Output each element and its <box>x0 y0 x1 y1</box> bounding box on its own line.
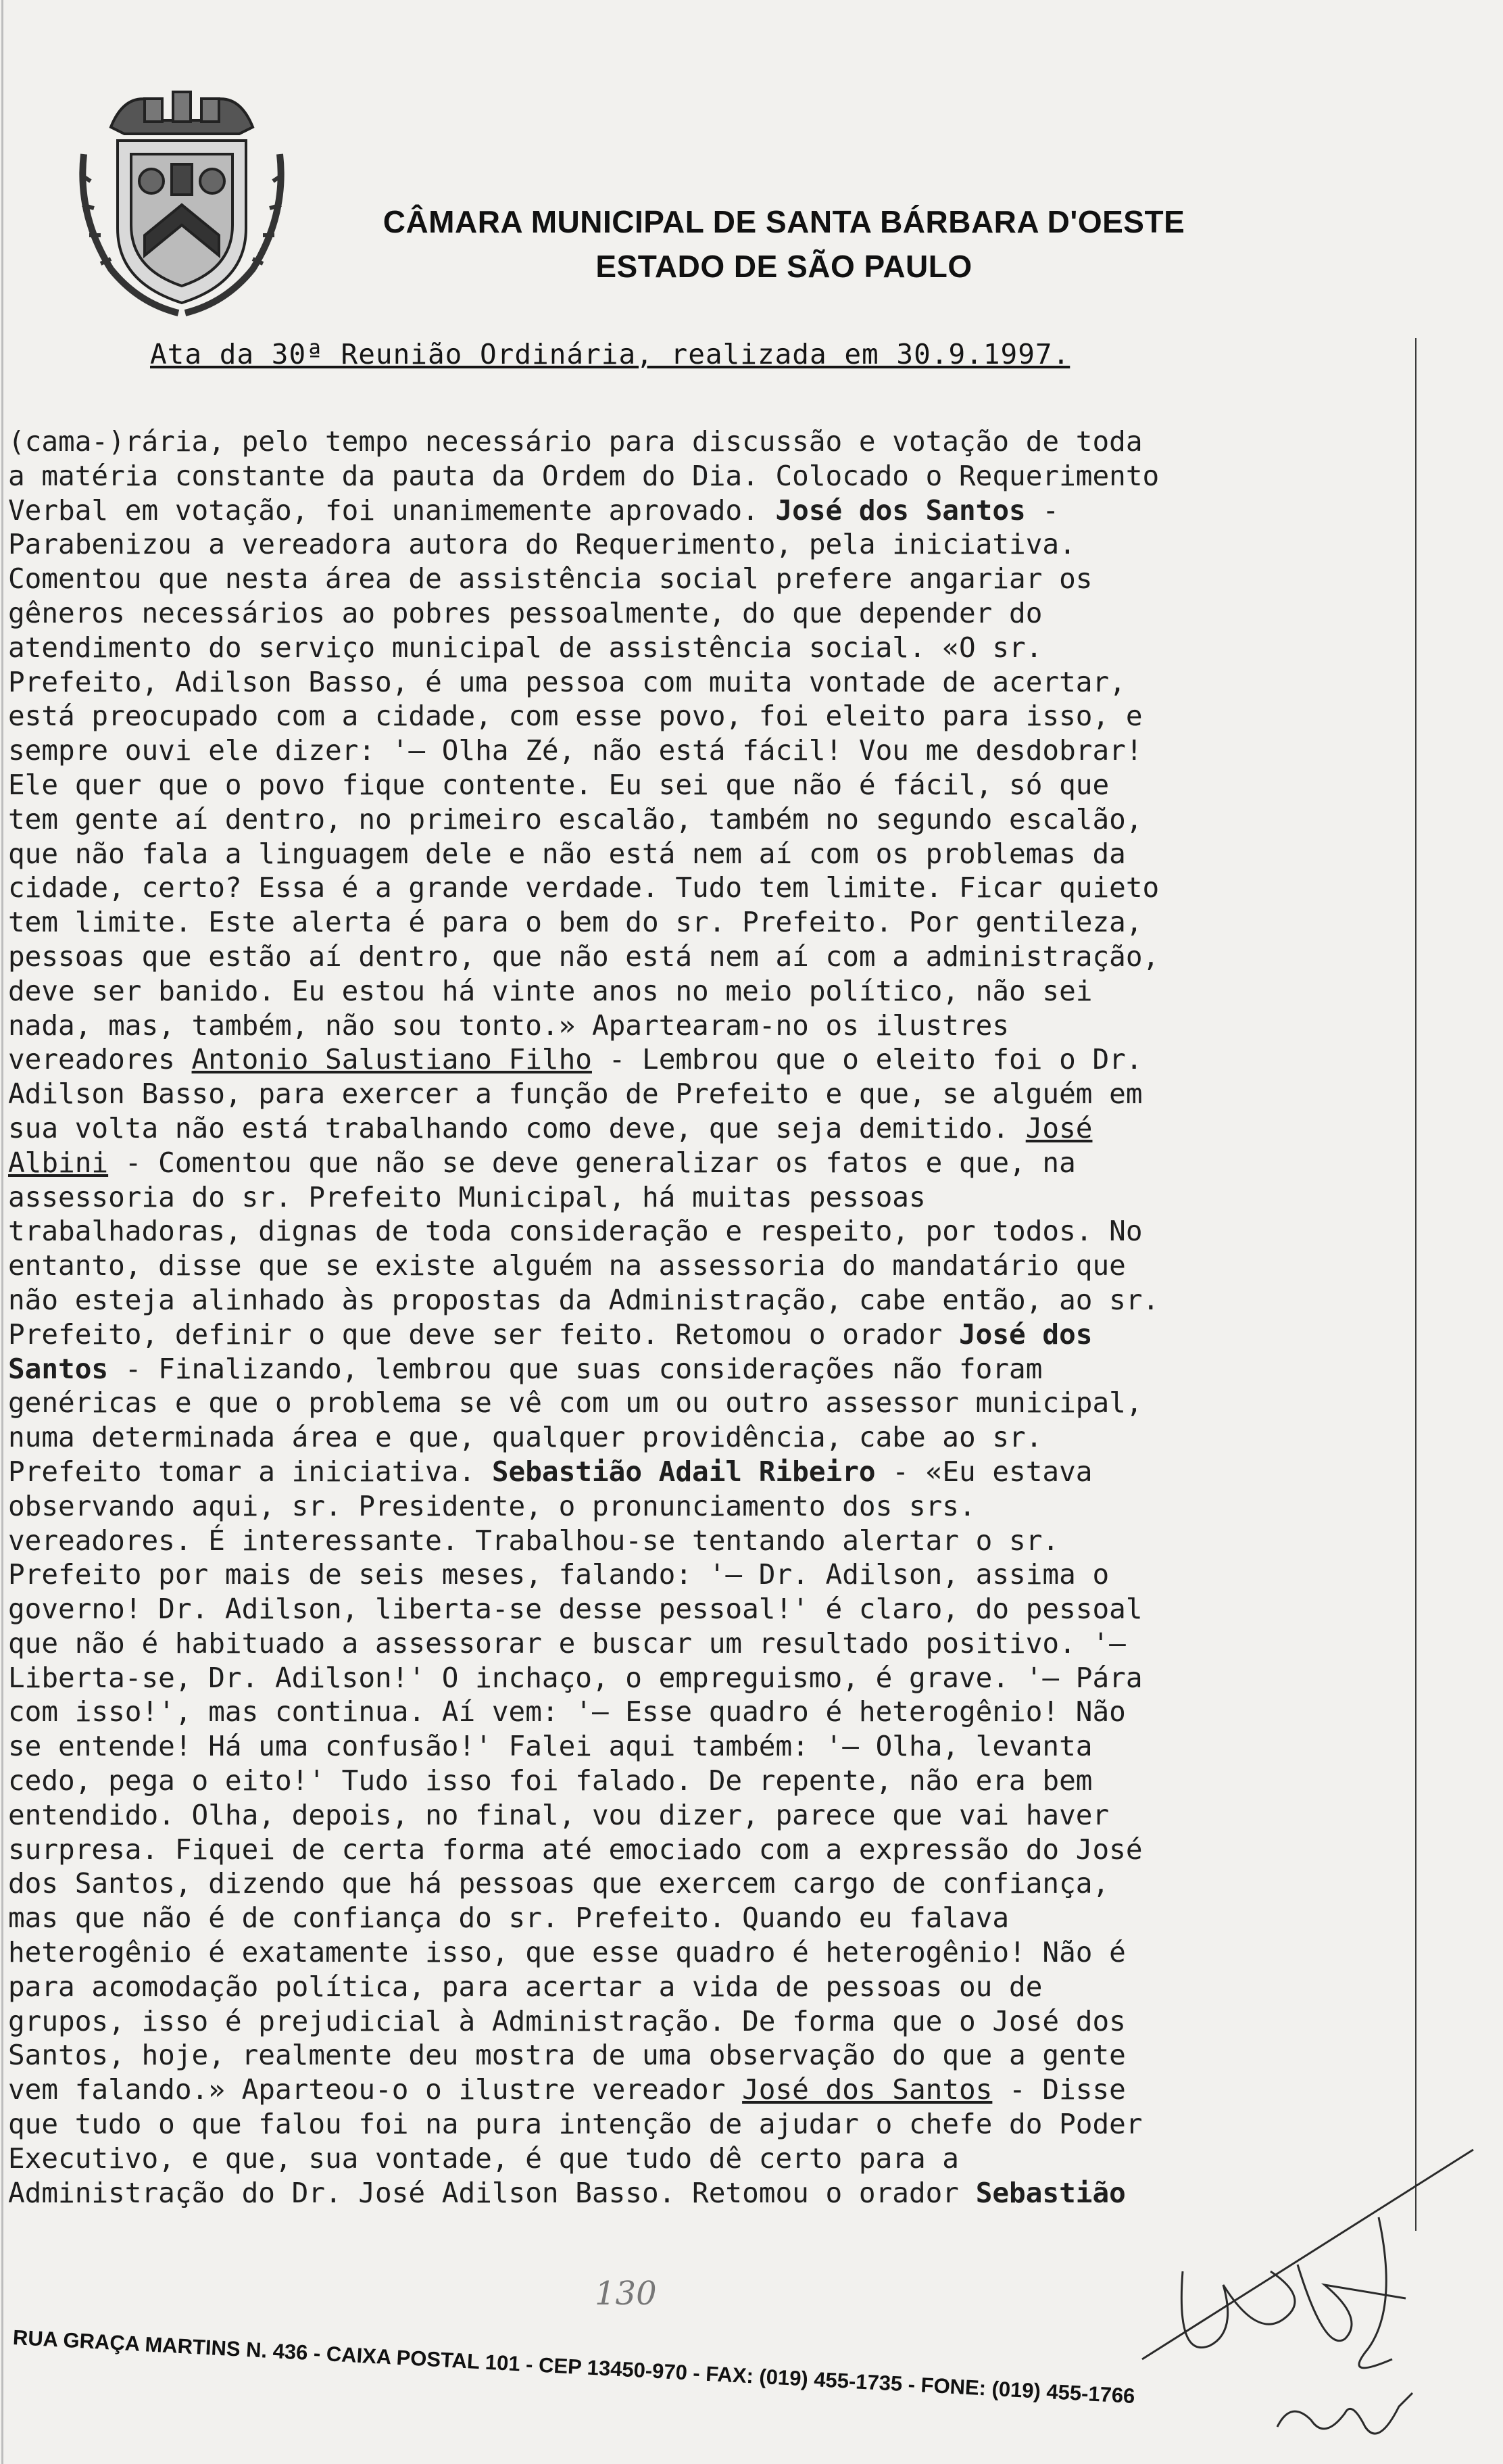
text-segment: - Disse <box>992 2073 1126 2106</box>
text-segment: - Comentou que não se deve generalizar os fatos e que, na <box>108 1146 1076 1179</box>
text-line <box>8 1798 1414 1833</box>
left-edge-rule <box>1 0 3 2464</box>
text-segment: a matéria constante da pauta da Ordem do Dia. Colocado o Requerimento <box>8 459 1160 492</box>
text-line <box>8 1833 1414 1867</box>
text-line <box>8 1524 1414 1558</box>
text-segment: observando aqui, sr. Presidente, o pronunciamento dos srs. <box>8 1489 976 1522</box>
minutes-body <box>8 425 1414 2210</box>
text-segment: - <box>1025 493 1060 527</box>
text-segment: Parabenizou a vereadora autora do Requerimento, pela iniciativa. <box>8 528 1076 561</box>
text-segment: grupos, isso é prejudicial à Administração. De forma que o José dos <box>8 2004 1126 2037</box>
right-frame-rule <box>1415 338 1416 2231</box>
text-segment: Prefeito, definir o que deve ser feito. Retomou o orador <box>8 1318 959 1351</box>
text-line <box>8 1935 1414 1970</box>
text-line <box>8 1386 1414 1420</box>
text-segment: sua volta não está trabalhando como deve, que seja demitido. <box>8 1111 1026 1144</box>
text-line <box>8 1077 1414 1111</box>
text-line <box>8 974 1414 1009</box>
speaker-name: Sebastião <box>975 2176 1126 2209</box>
text-segment: sempre ouvi ele dizer: '— Olha Zé, não está fácil! Vou me desdobrar! <box>8 734 1143 767</box>
text-segment: vereadores. É interessante. Trabalhou-se tentando alertar o sr. <box>8 1524 1060 1557</box>
text-line <box>8 871 1414 905</box>
text-segment: governo! Dr. Adilson, liberta-se desse pessoal!' é claro, do pessoal <box>8 1593 1143 1626</box>
text-segment: entanto, disse que se existe alguém na assessoria do mandatário que <box>8 1249 1126 1282</box>
text-segment: Prefeito tomar a iniciativa. <box>8 1455 492 1488</box>
text-line <box>8 665 1414 700</box>
text-line <box>8 733 1414 768</box>
text-segment: Liberta-se, Dr. Adilson!' O inchaço, o empreguismo, é grave. '— Pára <box>8 1661 1143 1694</box>
text-line <box>8 596 1414 631</box>
text-line <box>8 1901 1414 1935</box>
text-line <box>8 493 1414 528</box>
text-line <box>8 562 1414 596</box>
text-line <box>8 1420 1414 1455</box>
text-segment: Adilson Basso, para exercer a função de Prefeito e que, se alguém em <box>8 1078 1143 1111</box>
speaker-name: José dos <box>959 1318 1093 1351</box>
text-line <box>8 459 1414 493</box>
text-segment: cedo, pega o eito!' Tudo isso foi falado. De repente, não era bem <box>8 1764 1093 1797</box>
text-line <box>8 940 1414 974</box>
text-segment: numa determinada área e que, qualquer providência, cabe ao sr. <box>8 1421 1043 1454</box>
text-line <box>8 1661 1414 1695</box>
text-line <box>8 1318 1414 1352</box>
speaker-name: José dos Santos <box>775 493 1026 527</box>
text-line <box>8 802 1414 837</box>
text-segment: - «Eu estava <box>875 1455 1093 1488</box>
text-segment: tem limite. Este alerta é para o bem do sr. Prefeito. Por gentileza, <box>8 906 1143 939</box>
text-segment: surpresa. Fiquei de certa forma até emociado com a expressão do José <box>8 1833 1143 1866</box>
text-segment: vereadores <box>8 1043 192 1076</box>
text-line <box>8 837 1414 871</box>
text-segment: deve ser banido. Eu estou há vinte anos no meio político, não sei <box>8 974 1093 1007</box>
text-line <box>8 1866 1414 1901</box>
text-segment: - Lembrou que o eleito foi o Dr. <box>591 1043 1143 1076</box>
coat-of-arms-icon <box>70 80 293 323</box>
text-line <box>8 1455 1414 1489</box>
underlined-name: José <box>1025 1111 1093 1144</box>
text-segment: se entende! Há uma confusão!' Falei aqui também: '— Olha, levanta <box>8 1730 1093 1763</box>
text-segment: para acomodação política, para acertar a vida de pessoas ou de <box>8 1970 1043 2003</box>
text-line <box>8 1180 1414 1215</box>
text-segment: pessoas que estão aí dentro, que não está nem aí com a administração, <box>8 940 1160 973</box>
text-line <box>8 2004 1414 2039</box>
text-line <box>8 699 1414 733</box>
text-line <box>8 1214 1414 1249</box>
text-line <box>8 905 1414 940</box>
text-line <box>8 1557 1414 1592</box>
speaker-name: Santos <box>8 1352 109 1385</box>
text-segment: Santos, hoje, realmente deu mostra de uma observação do que a gente <box>8 2039 1126 2072</box>
text-segment: nada, mas, também, não sou tonto.» Apartearam-no os ilustres <box>8 1009 1010 1042</box>
document-title: Ata da 30ª Reunião Ordinária, realizada em 30.9.1997. <box>150 338 1070 370</box>
underlined-name: Antonio Salustiano Filho <box>191 1043 592 1076</box>
institution-header <box>358 199 1210 289</box>
text-line <box>8 768 1414 802</box>
text-line <box>8 1283 1414 1318</box>
state-name: ESTADO DE SÃO PAULO <box>595 249 972 284</box>
text-segment: - Finalizando, lembrou que suas considerações não foram <box>108 1352 1043 1385</box>
text-segment: cidade, certo? Essa é a grande verdade. Tudo tem limite. Ficar quieto <box>8 871 1160 904</box>
text-segment: dos Santos, dizendo que há pessoas que exercem cargo de confiança, <box>8 1867 1110 1900</box>
text-line <box>8 2073 1414 2107</box>
underlined-name: Albini <box>8 1146 109 1179</box>
underlined-name: José dos Santos <box>742 2073 993 2106</box>
text-line <box>8 1111 1414 1146</box>
text-line <box>8 2038 1414 2073</box>
text-line <box>8 1729 1414 1764</box>
text-segment: que tudo o que falou foi na pura intenção de ajudar o chefe do Poder <box>8 2108 1143 2141</box>
text-line <box>8 1970 1414 2004</box>
text-segment: Prefeito, Adilson Basso, é uma pessoa com muita vontade de acertar, <box>8 665 1126 698</box>
text-segment: Ele quer que o povo fique contente. Eu sei que não é fácil, só que <box>8 768 1110 801</box>
text-line <box>8 1009 1414 1043</box>
text-segment: trabalhadoras, dignas de toda consideração e respeito, por todos. No <box>8 1215 1143 1248</box>
text-segment: não esteja alinhado às propostas da Administração, cabe então, ao sr. <box>8 1283 1160 1316</box>
text-segment: que não fala a linguagem dele e não está nem aí com os problemas da <box>8 837 1126 870</box>
page-number: 130 <box>595 2275 657 2313</box>
text-segment: entendido. Olha, depois, no final, vou dizer, parece que vai haver <box>8 1798 1110 1831</box>
text-segment: atendimento do serviço municipal de assistência social. «O sr. <box>8 631 1043 664</box>
text-segment: genéricas e que o problema se vê com um ou outro assessor municipal, <box>8 1386 1143 1420</box>
text-segment: que não é habituado a assessorar e buscar um resultado positivo. '— <box>8 1626 1126 1660</box>
text-line <box>8 1249 1414 1283</box>
text-segment: Prefeito por mais de seis meses, falando: '— Dr. Adilson, assima o <box>8 1558 1110 1591</box>
text-line <box>8 1695 1414 1729</box>
institution-name: CÂMARA MUNICIPAL DE SANTA BÁRBARA D'OESTE <box>383 204 1185 239</box>
text-segment: heterogênio é exatamente isso, que esse quadro é heterogênio! Não é <box>8 1936 1126 1969</box>
text-line <box>8 527 1414 562</box>
text-line <box>8 425 1414 459</box>
text-line <box>8 1146 1414 1180</box>
text-segment: Administração do Dr. José Adilson Basso. Retomou o orador <box>8 2176 976 2209</box>
text-segment: vem falando.» Aparteou-o o ilustre vereador <box>8 2073 743 2106</box>
text-segment: com isso!', mas continua. Aí vem: '— Esse quadro é heterogênio! Não <box>8 1695 1126 1729</box>
text-line <box>8 1764 1414 1798</box>
text-segment: tem gente aí dentro, no primeiro escalão, também no segundo escalão, <box>8 802 1143 836</box>
speaker-name: Sebastião Adail Ribeiro <box>491 1455 876 1488</box>
text-segment: (cama-)rária, pelo tempo necessário para discussão e votação de toda <box>8 425 1143 458</box>
text-segment: assessoria do sr. Prefeito Municipal, há muitas pessoas <box>8 1180 926 1213</box>
text-segment: Executivo, e que, sua vontade, é que tudo dê certo para a <box>8 2142 959 2175</box>
text-line <box>8 1042 1414 1077</box>
text-segment: gêneros necessários ao pobres pessoalmente, do que depender do <box>8 596 1043 629</box>
text-segment: está preocupado com a cidade, com esse povo, foi eleito para isso, e <box>8 700 1143 733</box>
text-line <box>8 631 1414 665</box>
text-segment: Verbal em votação, foi unanimemente aprovado. <box>8 493 776 527</box>
text-line <box>8 1626 1414 1661</box>
footer-address: RUA GRAÇA MARTINS N. 436 - CAIXA POSTAL 101 - CEP 13450-970 - FAX: (019) 455-1735 - FONE: (019) 455-1766 <box>12 2325 1136 2408</box>
text-segment: Comentou que nesta área de assistência social prefere angariar os <box>8 562 1093 596</box>
text-line <box>8 1592 1414 1626</box>
text-segment: mas que não é de confiança do sr. Prefeito. Quando eu falava <box>8 1902 1010 1935</box>
text-line <box>8 1352 1414 1386</box>
text-line <box>8 1489 1414 1524</box>
